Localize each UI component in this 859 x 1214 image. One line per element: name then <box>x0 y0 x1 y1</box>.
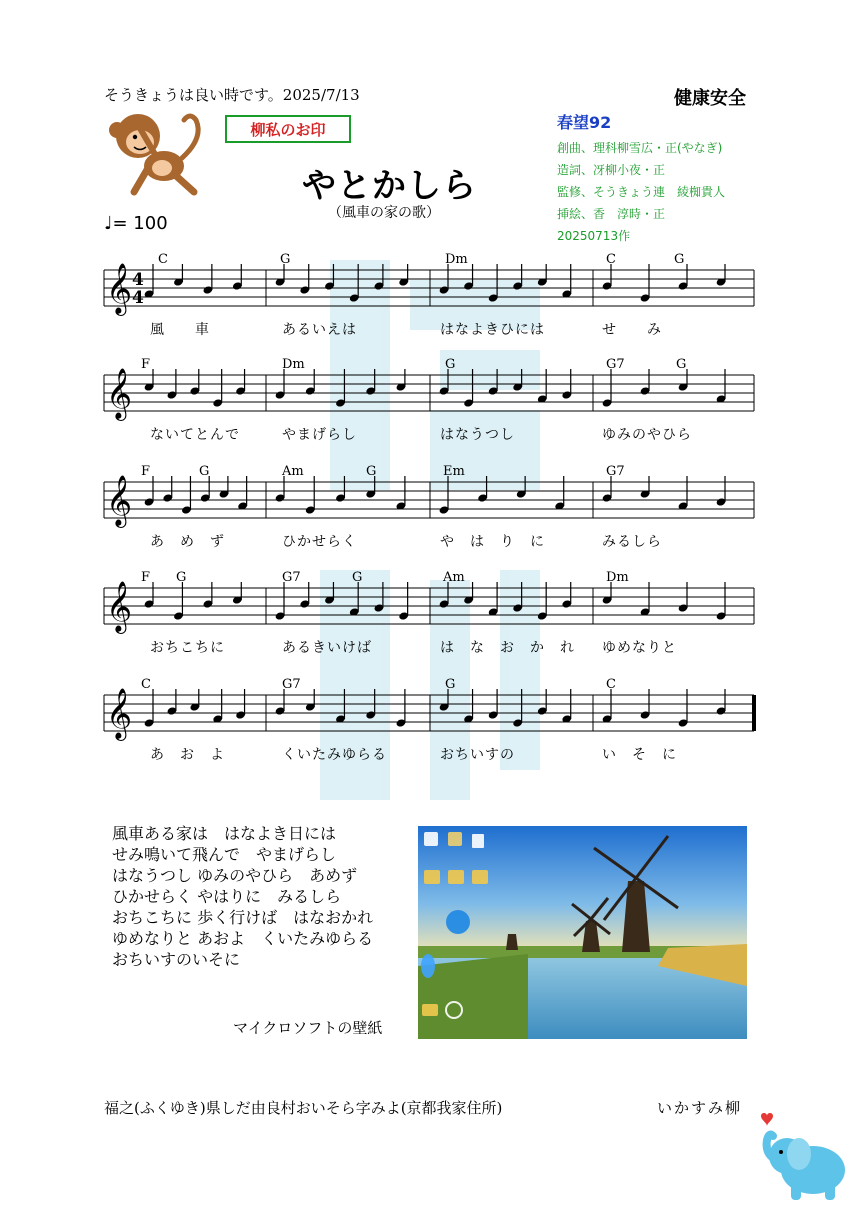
treble-clef-icon: 𝄞 <box>106 581 133 632</box>
piece-code: 春望92 <box>557 113 612 132</box>
stamp-label: 柳私のお印 <box>225 115 351 143</box>
chord-symbol: Am <box>443 570 465 585</box>
chord-symbol: G7 <box>606 357 625 372</box>
score-lyric: 風 車 <box>150 322 210 338</box>
chord-symbol: G <box>366 464 377 479</box>
lyrics-line: ひかせらく やはりに みるしら <box>112 887 342 906</box>
chord-symbol: F <box>141 357 151 372</box>
song-subtitle: （風車の家の歌） <box>328 205 440 221</box>
credit-date: 20250713作 <box>557 229 631 243</box>
chord-symbol: Dm <box>282 357 305 372</box>
song-title: やとかしら <box>302 166 477 206</box>
chord-symbol: G7 <box>606 464 625 479</box>
chord-symbol: G <box>676 357 687 372</box>
chord-symbol: C <box>606 252 616 267</box>
score-lyric: はなよきひには <box>440 322 545 338</box>
chord-symbol: Em <box>443 464 465 479</box>
score-lyric: ひかせらく <box>282 534 357 550</box>
chord-symbol: C <box>158 252 168 267</box>
chord-symbol: G7 <box>282 677 301 692</box>
time-signature-digit: 4 <box>132 270 144 290</box>
credit-composer: 創曲、理科柳雪広・正(やなぎ) <box>557 141 723 155</box>
lyrics-line: ゆめなりと あおよ くいたみゆらる <box>112 929 374 948</box>
chord-symbol: Dm <box>445 252 468 267</box>
treble-clef-icon: 𝄞 <box>106 475 133 526</box>
header-tagline: そうきょうは良い時です。2025/7/13 <box>104 86 360 104</box>
footer-signer: いかすみ柳 <box>657 1099 743 1117</box>
quarter-note-icon: ♩ <box>104 213 113 234</box>
score-lyric: あるいえは <box>282 322 357 338</box>
score-lyric: おちこちに <box>150 640 225 656</box>
chord-symbol: Am <box>282 464 304 479</box>
score-lyric: ゆみのやひら <box>602 427 692 443</box>
score-lyric: はなうつし <box>440 427 515 443</box>
time-signature-digit: 4 <box>132 288 144 308</box>
lyrics-text <box>112 823 373 970</box>
tempo-value: = 100 <box>112 213 168 234</box>
treble-clef-icon: 𝄞 <box>106 263 133 314</box>
lyrics-line: せみ鳴いて飛んで やまげらし <box>112 845 337 864</box>
score-lyric: せ み <box>602 322 662 338</box>
treble-clef-icon: 𝄞 <box>106 688 133 739</box>
score-lyric: みるしら <box>602 534 662 550</box>
lyrics-line: はなうつし ゆみのやひら あめず <box>112 866 358 885</box>
score-lyric: は な お か れ <box>440 640 575 656</box>
chord-symbol: Dm <box>606 570 629 585</box>
chord-symbol: C <box>606 677 616 692</box>
chord-symbol: G <box>352 570 363 585</box>
lyrics-line: 風車ある家は はなよき日には <box>112 824 337 843</box>
chord-symbol: C <box>141 677 151 692</box>
wallpaper-caption: マイクロソフトの壁紙 <box>233 1019 383 1037</box>
score-lyric: おちいすの <box>440 747 515 763</box>
score-lyric: ゆめなりと <box>602 640 677 656</box>
chord-symbol: G <box>674 252 685 267</box>
chord-symbol: F <box>141 464 151 479</box>
footer-address: 福之(ふくゆき)県しだ由良村おいそら字みよ(京都我家住所) <box>104 1099 503 1117</box>
credit-supervisor: 監修、そうきょう連 綾椥貴人 <box>557 185 726 199</box>
score-lyric: い そ に <box>602 747 677 763</box>
chord-symbol: F <box>141 570 151 585</box>
chord-symbol: G <box>445 677 456 692</box>
score-lyric: や は り に <box>440 534 545 550</box>
elephant-illustration <box>757 1110 849 1206</box>
header-motto: 健康安全 <box>674 88 746 109</box>
treble-clef-icon: 𝄞 <box>106 368 133 419</box>
chord-symbol: G <box>199 464 210 479</box>
score-lyric: ないてとんで <box>150 427 240 443</box>
chord-symbol: G <box>176 570 187 585</box>
chord-symbol: G7 <box>282 570 301 585</box>
chord-symbol: G <box>280 252 291 267</box>
lyrics-line: おちいすのいそに <box>112 950 241 969</box>
heart-icon <box>761 1113 773 1126</box>
score-lyric: あ め ず <box>150 534 225 550</box>
score-lyric: くいたみゆらる <box>282 747 387 763</box>
lyrics-line: おちこちに 歩く行けば はなおかれ <box>112 908 374 927</box>
chord-symbol: G <box>445 357 456 372</box>
score-lyric: あ お よ <box>150 747 225 763</box>
windmill-wallpaper-image <box>418 826 747 1039</box>
score-lyric: やまげらし <box>282 427 357 443</box>
score-lyric: あるきいけば <box>282 640 372 656</box>
credit-lyricist: 造詞、冴柳小夜・正 <box>557 163 666 177</box>
credit-illustrator: 挿絵、香 淳時・正 <box>557 207 666 221</box>
